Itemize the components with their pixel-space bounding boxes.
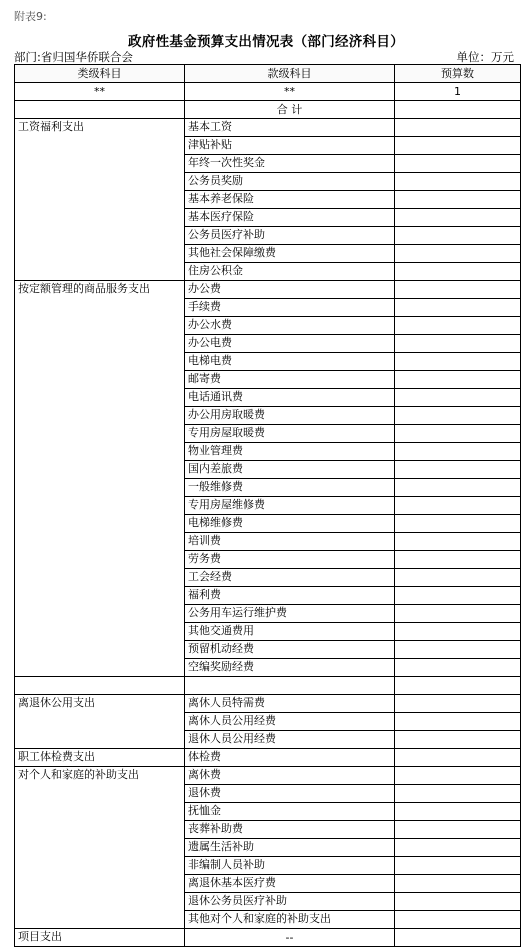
category-cell: 离退休公用支出 [15,695,185,749]
item-cell: -- [185,929,395,947]
item-cell: 离休费 [185,767,395,785]
budget-cell [395,497,521,515]
item-cell: 退休公务员医疗补助 [185,893,395,911]
page-title: 政府性基金预算支出情况表（部门经济科目） [128,34,404,50]
budget-cell [395,551,521,569]
budget-cell [395,713,521,731]
item-cell: 公务员奖励 [185,173,395,191]
table-row [15,695,521,713]
budget-cell [395,929,521,947]
budget-cell [395,857,521,875]
table-row [15,281,521,299]
code-category: ** [15,83,185,101]
item-cell: 年终一次性奖金 [185,155,395,173]
header-row [15,65,521,83]
budget-cell [395,893,521,911]
item-cell: 电梯电费 [185,353,395,371]
category-cell [15,677,185,695]
budget-cell [395,371,521,389]
budget-cell [395,911,521,929]
budget-cell [395,659,521,677]
budget-cell [395,317,521,335]
budget-cell [395,209,521,227]
total-budget-cell [395,101,521,119]
item-cell: 办公费 [185,281,395,299]
item-cell: 福利费 [185,587,395,605]
code-row [15,83,521,101]
item-cell [185,677,395,695]
item-cell: 其他社会保障缴费 [185,245,395,263]
item-cell: 办公用房取暖费 [185,407,395,425]
budget-cell [395,515,521,533]
budget-cell [395,137,521,155]
item-cell: 基本医疗保险 [185,209,395,227]
budget-cell [395,821,521,839]
table-row [15,767,521,785]
budget-cell [395,119,521,137]
item-cell: 其他交通费用 [185,623,395,641]
table-row [15,119,521,137]
category-cell: 项目支出 [15,929,185,947]
table-row [15,929,521,947]
budget-cell [395,641,521,659]
category-cell: 职工体检费支出 [15,749,185,767]
item-cell: 邮寄费 [185,371,395,389]
item-cell: 非编制人员补助 [185,857,395,875]
code-budget: 1 [395,83,521,101]
item-cell: 电话通讯费 [185,389,395,407]
item-cell: 专用房屋取暖费 [185,425,395,443]
budget-cell [395,731,521,749]
item-cell: 基本养老保险 [185,191,395,209]
header-item: 款级科目 [185,65,395,83]
item-cell: 离休人员公用经费 [185,713,395,731]
budget-cell [395,785,521,803]
budget-cell [395,569,521,587]
budget-cell [395,461,521,479]
budget-cell [395,443,521,461]
item-cell: 住房公积金 [185,263,395,281]
item-cell: 退休人员公用经费 [185,731,395,749]
item-cell: 工会经费 [185,569,395,587]
budget-table [14,64,521,947]
unit-label: 单位：万元 [456,50,514,64]
budget-cell [395,803,521,821]
budget-cell [395,245,521,263]
table-row [15,677,521,695]
category-cell: 工资福利支出 [15,119,185,281]
department-label: 部门:省归国华侨联合会 [14,50,133,64]
budget-cell [395,353,521,371]
budget-cell [395,335,521,353]
budget-cell [395,299,521,317]
item-cell: 空编奖励经费 [185,659,395,677]
budget-cell [395,677,521,695]
budget-cell [395,389,521,407]
header-budget: 预算数 [395,65,521,83]
budget-cell [395,623,521,641]
budget-cell [395,533,521,551]
category-cell: 对个人和家庭的补助支出 [15,767,185,929]
item-cell: 公务用车运行维护费 [185,605,395,623]
table-body [15,119,521,947]
item-cell: 办公水费 [185,317,395,335]
appendix-label: 附表9: [14,10,47,23]
item-cell: 预留机动经费 [185,641,395,659]
budget-cell [395,407,521,425]
budget-cell [395,839,521,857]
table-row [15,749,521,767]
item-cell: 体检费 [185,749,395,767]
budget-cell [395,479,521,497]
header-category: 类级科目 [15,65,185,83]
total-row [15,101,521,119]
budget-cell [395,695,521,713]
code-item: ** [185,83,395,101]
item-cell: 一般维修费 [185,479,395,497]
budget-cell [395,281,521,299]
budget-cell [395,191,521,209]
item-cell: 遗属生活补助 [185,839,395,857]
budget-cell [395,155,521,173]
category-cell: 按定额管理的商品服务支出 [15,281,185,677]
item-cell: 丧葬补助费 [185,821,395,839]
item-cell: 基本工资 [185,119,395,137]
item-cell: 津贴补贴 [185,137,395,155]
item-cell: 抚恤金 [185,803,395,821]
item-cell: 电梯维修费 [185,515,395,533]
budget-cell [395,605,521,623]
budget-cell [395,263,521,281]
item-cell: 物业管理费 [185,443,395,461]
item-cell: 公务员医疗补助 [185,227,395,245]
item-cell: 劳务费 [185,551,395,569]
total-category-cell [15,101,185,119]
item-cell: 专用房屋维修费 [185,497,395,515]
total-label: 合 计 [185,101,395,119]
budget-cell [395,425,521,443]
item-cell: 办公电费 [185,335,395,353]
budget-cell [395,749,521,767]
item-cell: 培训费 [185,533,395,551]
item-cell: 手续费 [185,299,395,317]
item-cell: 国内差旅费 [185,461,395,479]
budget-cell [395,767,521,785]
item-cell: 其他对个人和家庭的补助支出 [185,911,395,929]
budget-cell [395,173,521,191]
budget-cell [395,587,521,605]
item-cell: 离退休基本医疗费 [185,875,395,893]
budget-cell [395,875,521,893]
budget-cell [395,227,521,245]
item-cell: 离休人员特需费 [185,695,395,713]
item-cell: 退休费 [185,785,395,803]
